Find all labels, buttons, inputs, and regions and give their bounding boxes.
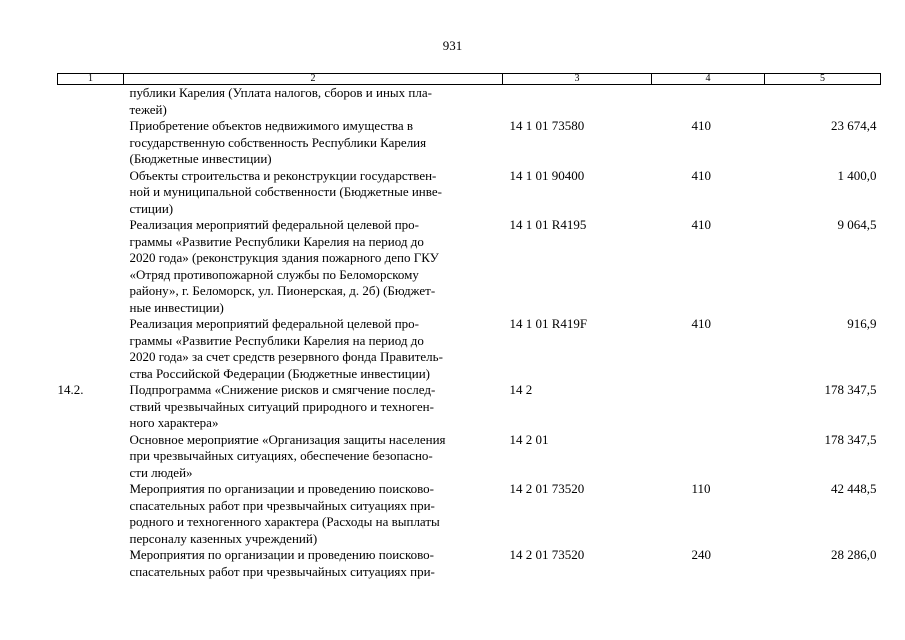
table-row	[58, 481, 881, 547]
row-name	[124, 168, 503, 218]
row-code: 14 2 01 73520	[509, 481, 585, 496]
row-amount: 1 400,0	[837, 167, 877, 183]
row-name-text: Реализация мероприятий федеральной целевой про- граммы «Развитие Республики Карелия на период до 2020 года» (реконструкция здания пожарного депо ГКУ «Отряд противопожарной службы по Беломорскому району», г. Беломорск, ул. Пионерская, д. 2б) (Бюджет- ные инвестиции)	[129, 217, 439, 315]
row-code: 14 1 01 90400	[509, 167, 585, 183]
header-row	[58, 74, 881, 85]
row-expense-type: 410	[691, 118, 711, 133]
row-number	[58, 85, 124, 119]
row-number	[58, 481, 124, 547]
row-name	[124, 85, 503, 119]
row-amount: 178 347,5	[824, 431, 877, 447]
row-number	[58, 118, 124, 168]
row-name-text: Мероприятия по организации и проведению поисково- спасательных работ при чрезвычайных ситуациях при- родного и техногенного характера (Расходы на выплаты персоналу казенных учреждений)	[129, 481, 440, 546]
row-name	[124, 432, 503, 482]
row-name-text: Приобретение объектов недвижимого имущества в государственную собственность Республики Карелия (Бюджетные инвестиции)	[129, 118, 427, 166]
row-name	[124, 217, 503, 316]
row-name	[124, 316, 503, 382]
header-col-1: 1	[58, 74, 124, 85]
budget-table	[57, 73, 881, 580]
row-amount: 9 064,5	[837, 217, 877, 232]
row-number	[58, 217, 124, 316]
row-expense-type: 110	[691, 481, 711, 496]
table-row	[58, 316, 881, 382]
table-row	[58, 547, 881, 580]
row-expense-type: 410	[691, 316, 711, 331]
row-name-text: Объекты строительства и реконструкции государствен- ной и муниципальной собственности (Бюджетные инве- стиции)	[129, 167, 442, 216]
row-number	[58, 316, 124, 382]
row-expense-type: 410	[691, 217, 711, 232]
row-code: 14 1 01 R4195	[509, 217, 587, 232]
row-name	[124, 481, 503, 547]
row-code: 14 1 01 R419F	[509, 316, 588, 331]
row-number: 14.2.	[57, 382, 84, 397]
row-code: 14 2	[509, 382, 533, 397]
table-header	[58, 74, 881, 85]
row-expense-type	[652, 85, 765, 119]
row-number	[58, 547, 124, 580]
row-amount: 23 674,4	[831, 118, 877, 133]
row-amount: 42 448,5	[831, 481, 877, 496]
row-name-text: Подпрограмма «Снижение рисков и смягчение послед- ствий чрезвычайных ситуаций природного и техноген- ного характера»	[129, 382, 436, 430]
row-name-text: Основное мероприятие «Организация защиты населения при чрезвычайных ситуациях, обеспечение безопасно- сти людей»	[129, 431, 446, 480]
row-amount	[765, 85, 881, 119]
row-name-text: Реализация мероприятий федеральной целевой про- граммы «Развитие Республики Карелия на период до 2020 года» за счет средств резервного фонда Правитель- ства Российской Федерации (Бюджетные инвестиции)	[129, 316, 443, 381]
header-col-5: 5	[765, 74, 881, 85]
row-code: 14 1 01 73580	[509, 118, 585, 133]
row-name	[124, 382, 503, 432]
header-col-2: 2	[124, 74, 503, 85]
row-amount: 916,9	[847, 316, 877, 331]
table-row	[58, 85, 881, 119]
row-code: 14 2 01	[509, 431, 549, 447]
row-expense-type: 410	[691, 167, 711, 183]
table-row	[58, 118, 881, 168]
table-row	[58, 217, 881, 316]
table-row	[58, 382, 881, 432]
row-amount: 178 347,5	[824, 382, 877, 397]
row-number	[58, 168, 124, 218]
row-expense-type: 240	[691, 547, 711, 562]
row-code	[503, 85, 652, 119]
header-col-4: 4	[652, 74, 765, 85]
page-number: 931	[442, 38, 463, 53]
row-amount: 28 286,0	[831, 547, 877, 562]
row-code: 14 2 01 73520	[509, 547, 585, 562]
table-row	[58, 168, 881, 218]
row-expense-type	[652, 382, 765, 432]
row-name	[124, 118, 503, 168]
table-body	[58, 85, 881, 581]
row-number	[58, 432, 124, 482]
row-name-text: публики Карелия (Уплата налогов, сборов и иных пла- тежей)	[129, 85, 432, 117]
header-col-3: 3	[503, 74, 652, 85]
row-name	[124, 547, 503, 580]
table-row	[58, 432, 881, 482]
row-expense-type	[652, 432, 765, 482]
row-name-text: Мероприятия по организации и проведению поисково- спасательных работ при чрезвычайных ситуациях при-	[129, 547, 435, 579]
